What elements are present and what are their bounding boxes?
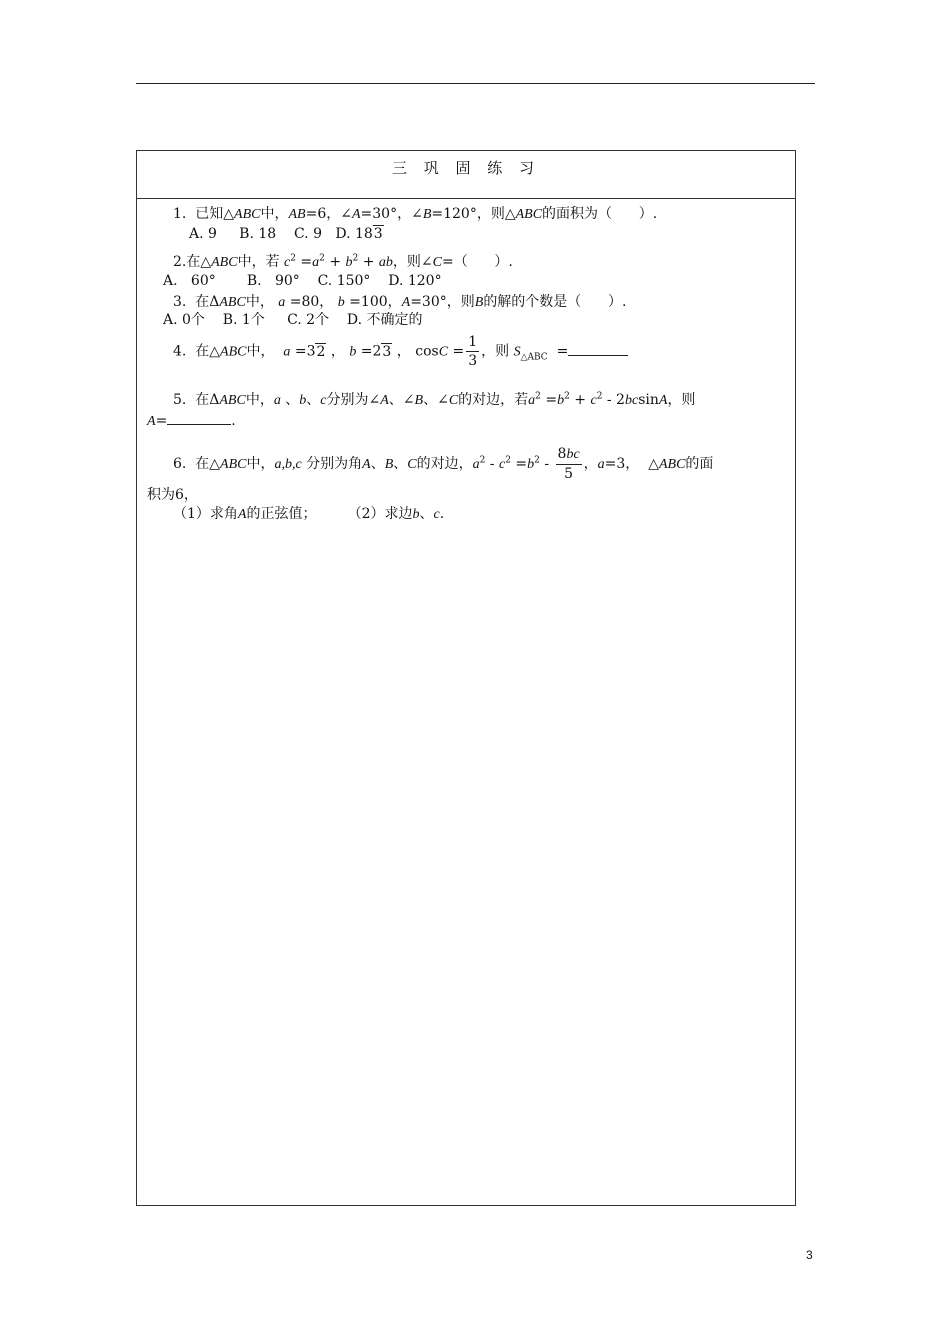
question-2: 2.在△ABC中，若 $c^2 =a^2 + b^2$ + ab，则∠C=（ ）.	[173, 253, 513, 270]
header-rule	[136, 83, 815, 84]
question-2-options: A. 60° B. 90° C. 150° D. 120°	[163, 273, 442, 289]
section-title: 三 巩 固 练 习	[391, 159, 541, 177]
question-5: 5. 在ΔABC中，a 、b、c分别为∠A、∠B、∠C的对边，若$a^2 =b^2 + c^2 - 2bcsinA$，则	[173, 391, 696, 408]
question-6: 6. 在△ABC中，a,b,c 分别为角A、B、C的对边，$a^2 - c^2 =b^2$ - $\frac{8bc}{5}$ ，a=3， △ABC的面	[173, 446, 714, 482]
question-3-options: A. 0个 B. 1个 C. 2个 D. 不确定的	[163, 312, 423, 328]
section-header	[137, 151, 795, 199]
page-number: 3	[806, 1248, 813, 1262]
question-1: 1. 已知△ABC中，AB=6，∠A=30°，∠B=120°，则△ABC的面积为（ ）.	[173, 206, 658, 222]
question-5-cont: A= .	[147, 413, 236, 429]
question-4: 4. 在△ABC中， a =32 ， b =23 ， cosC = $\frac{1}{3}$ ，则 $S_{\triangle ABC}$ =	[173, 333, 628, 370]
question-1-options: A. 9 B. 18 C. 9 D. 183	[189, 226, 383, 242]
question-6-parts: （1）求角A的正弦值； （2）求边b、c.	[173, 506, 445, 522]
exercise-box	[136, 150, 796, 1206]
question-3: 3. 在ΔABC中， a =80， b =100，A=30°，则B的解的个数是（ ）.	[173, 294, 627, 310]
question-6-cont: 积为6，	[147, 487, 198, 503]
